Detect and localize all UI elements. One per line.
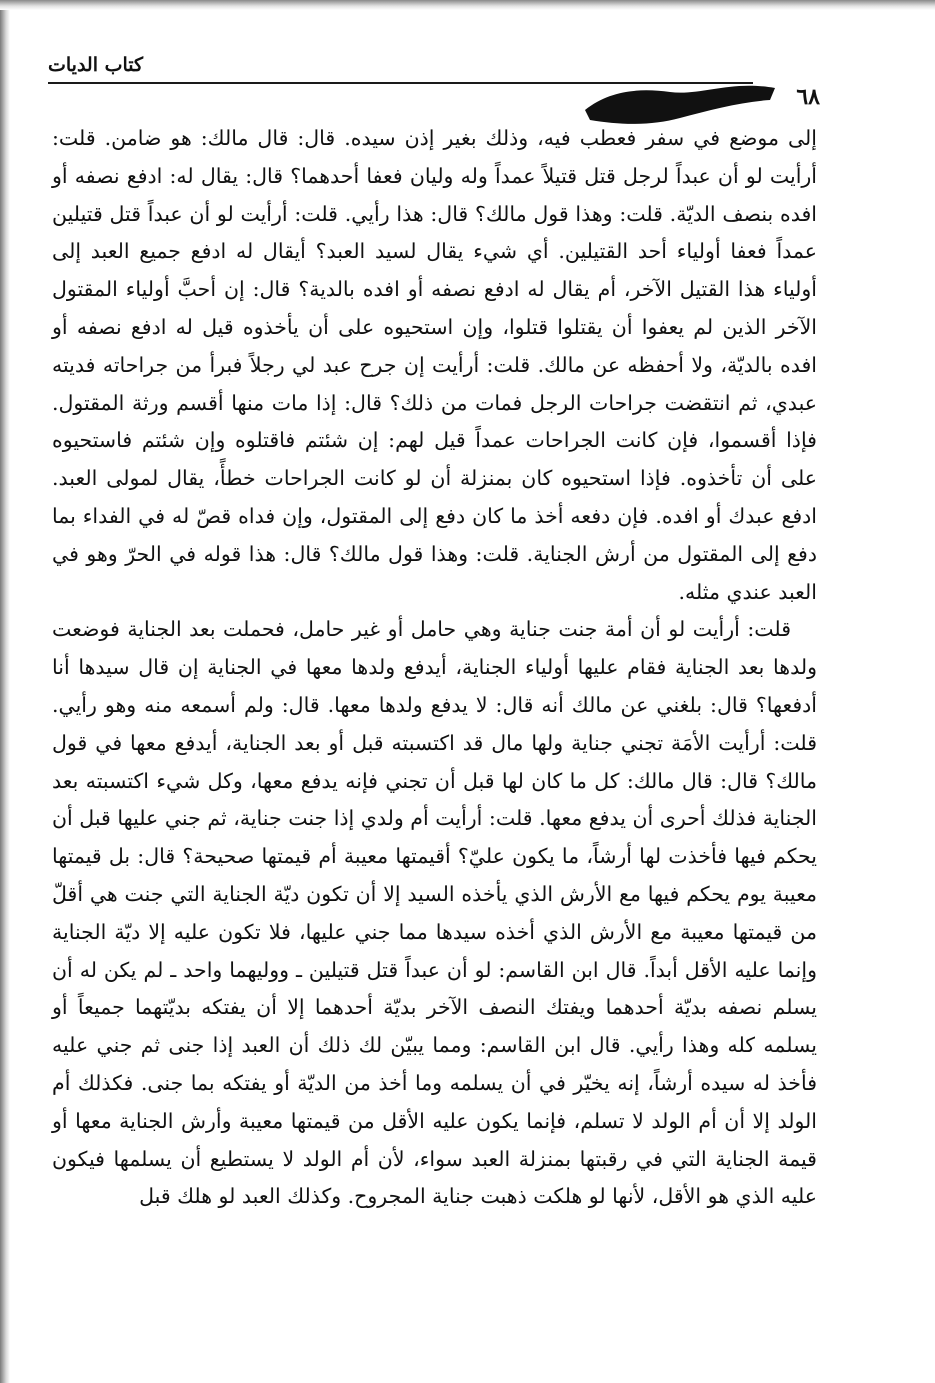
running-title: كتاب الديات bbox=[48, 54, 144, 76]
page-number: ٦٨ bbox=[796, 84, 820, 110]
scan-left-edge-shadow bbox=[0, 0, 10, 1383]
main-text bbox=[52, 120, 817, 1216]
paragraph-2: قلت: أرأيت لو أن أمة جنت جناية وهي حامل أو غير حامل، فحملت بعد الجناية فوضعت ولدها بعد الجناية فقام عليها أولياء الجناية، أيدفع ولدها معها في الجناية إن قال سيدها أنا أدفعها؟ قال: بلغني عن مالك أنه قال: لا يدفع ولدها معها. قال: ولم أسمعه منه وهو رأيي. قلت: أرأيت الأمَة تجني جناية ولها مال قد اكتسبته قبل أو بعد الجناية، أيدفع معها في قول مالك؟ قال: قال مالك: كل ما كان لها قبل أن تجني فإنه يدفع معها، وكل شيء اكتسبته بعد الجناية فذلك أحرى أن يدفع معها. قلت: أرأيت أم ولدي إذا جنت جناية، ثم جني عليها قبل أن يحكم فيها فأخذت لها أرشاً، ما يكون عليّ؟ أقيمتها معيبة أم قيمتها صحيحة؟ قال: بل قيمتها معيبة يوم يحكم فيها مع الأرش الذي يأخذه السيد إلا أن تكون ديّة الجناية التي جنت هي أقلّ من قيمتها معيبة مع الأرش الذي أخذه سيدها مما جني عليها، فلا تكون عليه إلا ديّة الجناية وإنما عليه الأقل أبداً. قال ابن القاسم: لو أن عبداً قتل قتيلين ـ ووليهما واحد ـ لم يكن له أن يسلم نصفه بديّة أحدهما ويفتك النصف الآخر بديّة أحدهما إلا أن يفتكه بديّتهما جميعاً أو يسلمه كله وهذا رأيي. قال ابن القاسم: ومما يبيّن لك ذلك أن العبد إذا جنى ثم جني عليه فأخذ له سيده أرشاً، إنه يخيّر في أن يسلمه وما أخذ من الديّة أو يفتكه بما جنى. فكذلك أم الولد إلا أن أم الولد لا تسلم، فإنما يكون عليه الأقل من قيمتها معيبة وأرش الجناية معها أو قيمة الجناية التي في رقبتها بمنزلة العبد سواء، لأن أم الولد لا يستطيع أن يسلمها فيكون عليه الذي هو الأقل، لأنها لو هلكت ذهبت جناية المجروح. وكذلك العبد لو هلك قبل bbox=[52, 617, 817, 1209]
scan-top-edge-shadow bbox=[0, 0, 935, 10]
paragraph-1: إلى موضع في سفر فعطب فيه، وذلك بغير إذن سيده. قال: قال مالك: هو ضامن. قلت: أرأيت لو أن عبداً لرجل قتل قتيلاً عمداً وله وليان فعفا أحدهما؟ قال: يقال له: ادفع نصفه أو افده بنصف الديّة. قلت: وهذا قول مالك؟ قال: هذا رأيي. قلت: أرأيت لو أن عبداً قتل قتيلين عمداً فعفا أولياء أحد القتيلين. أي شيء يقال لسيد العبد؟ أيقال له ادفع جميع العبد إلى أولياء هذا القتيل الآخر، أم يقال له ادفع نصفه أو افده بالدية؟ قال: إن أحبَّ أولياء المقتول الآخر الذين لم يعفوا أن يقتلوا قتلوا، وإن استحيوه على أن يأخذوه قيل له ادفع نصفه أو افده بالديّة، ولا أحفظه عن مالك. قلت: أرأيت إن جرح عبد لي رجلاً فبرأ من جراحاته فديته عبدي، ثم انتقضت جراحات الرجل فمات من ذلك؟ قال: إذا مات منها أقسم ورثة المقتول. فإذا أقسموا، فإن كانت الجراحات عمداً قيل لهم: إن شئتم فاقتلوه وإن شئتم فاستحيوه على أن تأخذوه. فإذا استحيوه كان بمنزلة أن لو كانت الجراحات خطأً، يقال لمولى العبد. ادفع عبدك أو افده. فإن دفعه أخذ ما كان دفع إلى المقتول، وإن فداه قصّ له في الفداء بما دفع إلى المقتول من أرش الجناية. قلت: وهذا قول مالك؟ قال: هذا قوله في الحرّ وهو في العبد عندي مثله. bbox=[52, 126, 817, 604]
